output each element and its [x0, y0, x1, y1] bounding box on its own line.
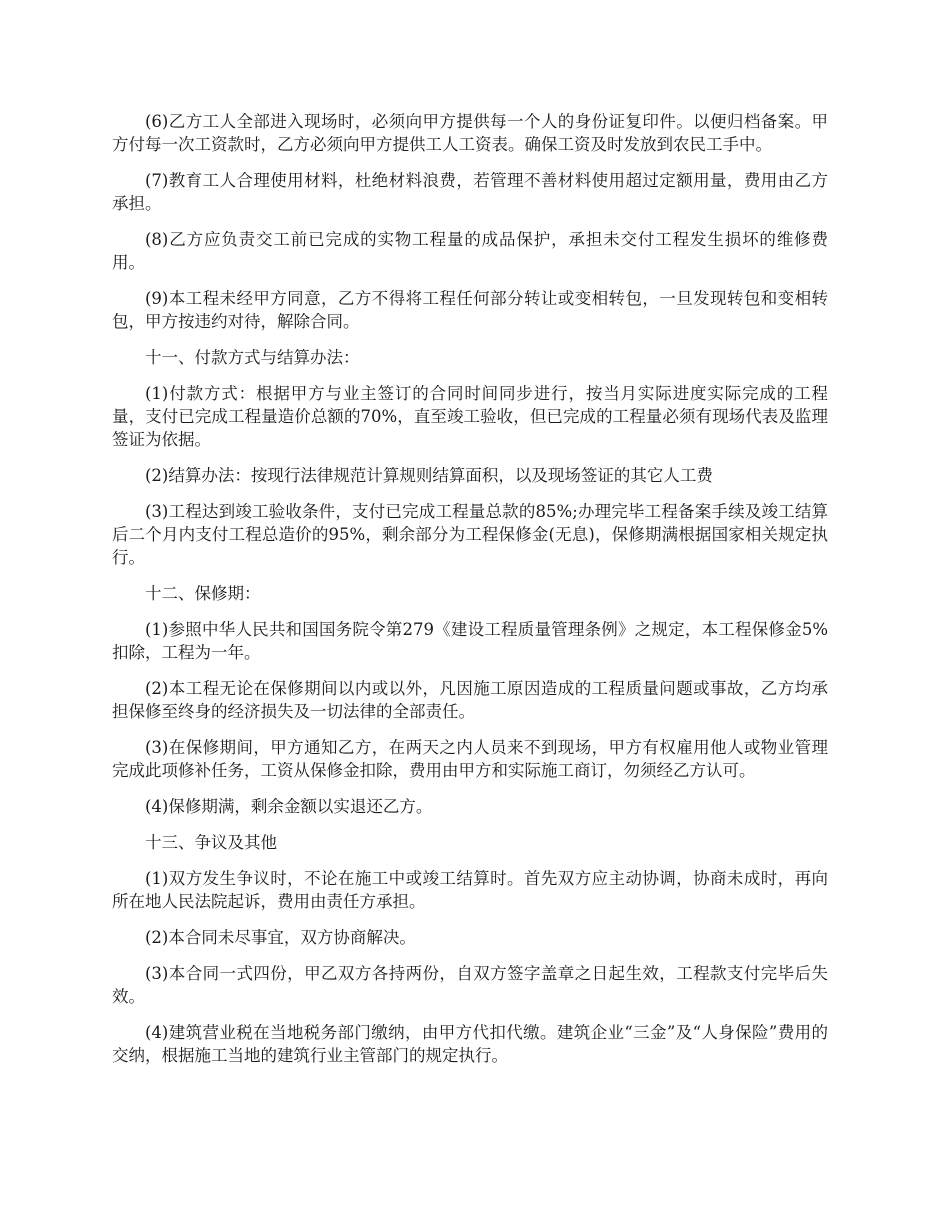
document-body — [112, 110, 828, 1080]
section-heading: 十三、争议及其他 — [145, 833, 277, 852]
clause-paragraph: (1)参照中华人民共和国国务院令第279《建设工程质量管理条例》之规定，本工程保修金5%扣除，工程为一年。 — [112, 620, 828, 662]
clause-paragraph: (6)乙方工人全部进入现场时，必须向甲方提供每一个人的身份证复印件。以便归档备案。甲方付每一次工资款时，乙方必须向甲方提供工人工资表。确保工资及时发放到农民工手中。 — [112, 112, 828, 154]
clause-paragraph: (7)教育工人合理使用材料，杜绝材料浪费，若管理不善材料使用超过定额用量，费用由乙方承担。 — [112, 171, 828, 213]
clause-paragraph: (2)结算办法：按现行法律规范计算规则结算面积，以及现场签证的其它人工费 — [145, 466, 713, 485]
clause-paragraph: (9)本工程未经甲方同意，乙方不得将工程任何部分转让或变相转包，一旦发现转包和变相转包，甲方按违约对待，解除合同。 — [112, 289, 828, 331]
clause-paragraph: (3)本合同一式四份，甲乙双方各持两份，自双方签字盖章之日起生效，工程款支付完毕后失效。 — [112, 964, 828, 1006]
clause-paragraph: (3)在保修期间，甲方通知乙方，在两天之内人员来不到现场，甲方有权雇用他人或物业管理完成此项修补任务，工资从保修金扣除，费用由甲方和实际施工商订，勿须经乙方认可。 — [112, 738, 828, 780]
clause-paragraph: (3)工程达到竣工验收条件，支付已完成工程量总款的85%;办理完毕工程备案手续及竣工结算后二个月内支付工程总造价的95%，剩余部分为工程保修金(无息)，保修期满根据国家相关规定执行。 — [112, 502, 828, 567]
clause-paragraph: (8)乙方应负责交工前已完成的实物工程量的成品保护，承担未交付工程发生损坏的维修费用。 — [112, 230, 828, 272]
section-heading: 十二、保修期： — [145, 584, 261, 603]
clause-paragraph: (2)本合同未尽事宜，双方协商解决。 — [145, 928, 416, 947]
clause-paragraph: (1)双方发生争议时，不论在施工中或竣工结算时。首先双方应主动协调，协商未成时，再向所在地人民法院起诉，费用由责任方承担。 — [112, 869, 828, 911]
clause-paragraph: (2)本工程无论在保修期间以内或以外，凡因施工原因造成的工程质量问题或事故，乙方均承担保修至终身的经济损失及一切法律的全部责任。 — [112, 679, 828, 721]
clause-paragraph: (1)付款方式：根据甲方与业主签订的合同时间同步进行，按当月实际进度实际完成的工程量，支付已完成工程量造价总额的70%，直至竣工验收，但已完成的工程量必须有现场代表及监理签证为依据。 — [112, 384, 828, 449]
section-heading: 十一、付款方式与结算办法： — [145, 348, 360, 367]
clause-paragraph: (4)保修期满，剩余金额以实退还乙方。 — [145, 797, 433, 816]
clause-paragraph: (4)建筑营业税在当地税务部门缴纳，由甲方代扣代缴。建筑企业“三金”及“人身保险”费用的交纳，根据施工当地的建筑行业主管部门的规定执行。 — [112, 1023, 828, 1065]
